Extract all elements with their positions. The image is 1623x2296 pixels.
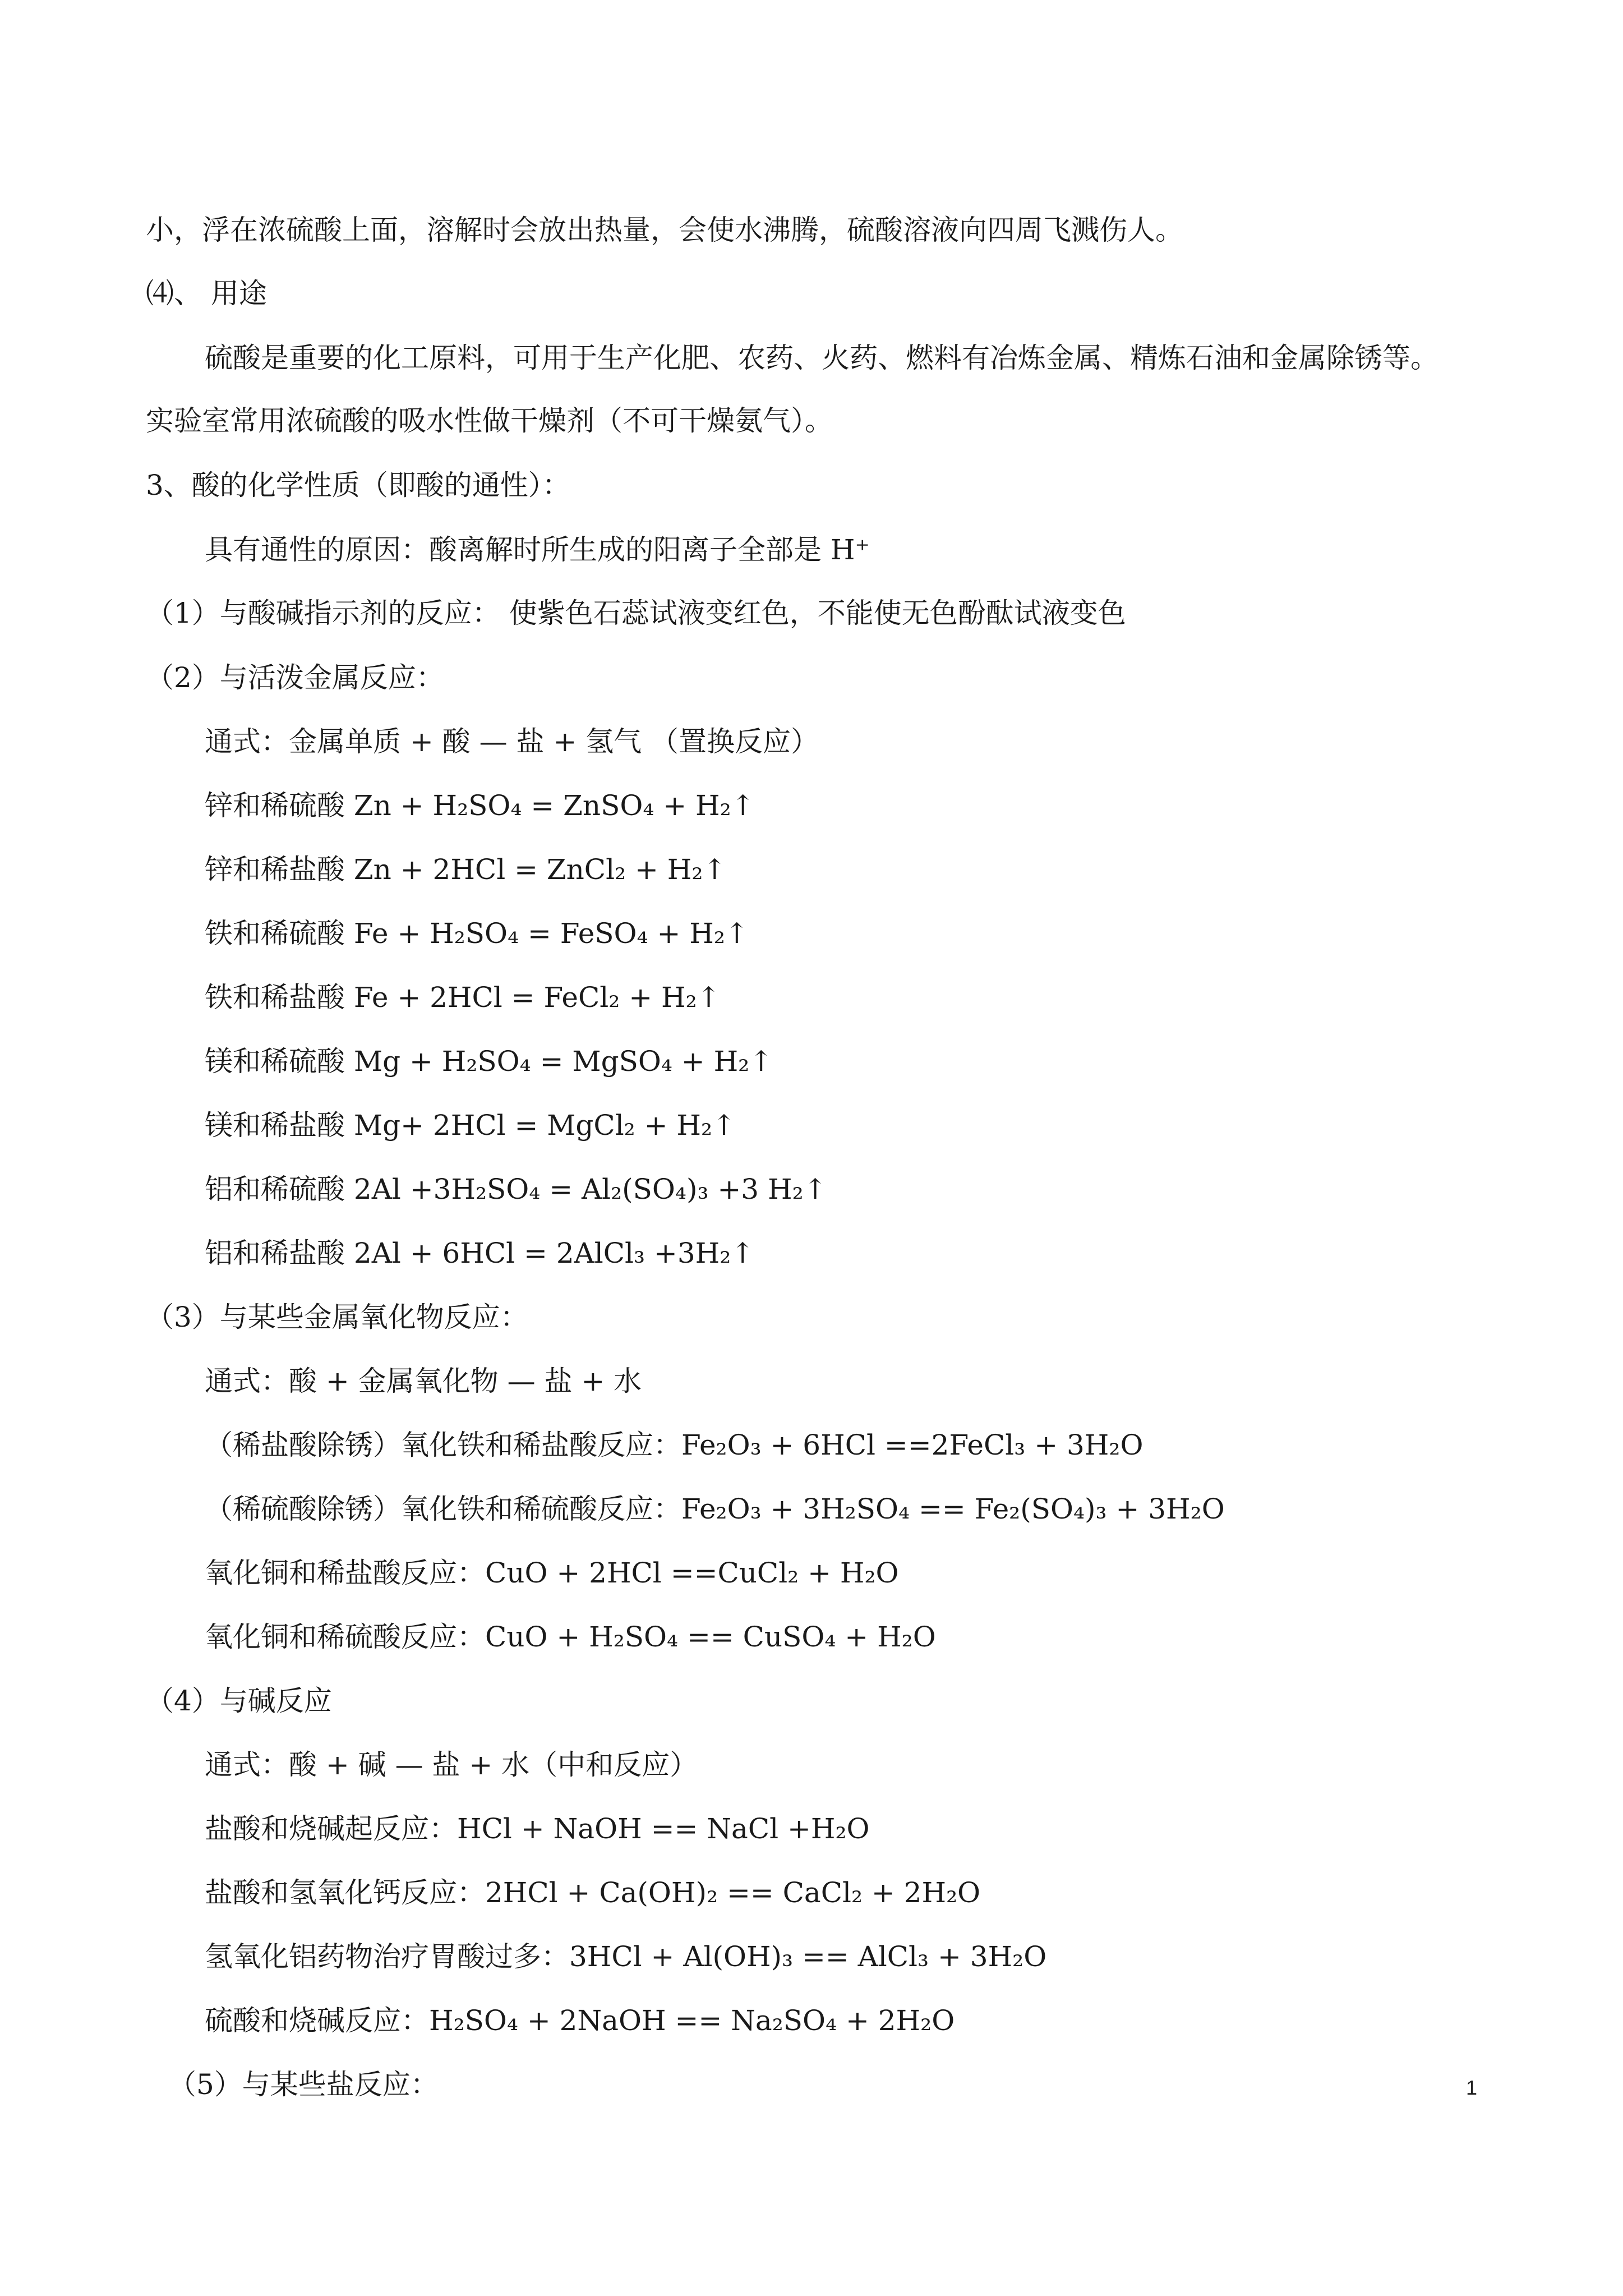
equation-line: 铝和稀盐酸 2Al + 6HCl = 2AlCl₃ +3H₂↑ (205, 1237, 755, 1269)
equation-line: （稀盐酸除锈）氧化铁和稀盐酸反应：Fe₂O₃ + 6HCl ==2FeCl₃ + 3H₂O (205, 1429, 1144, 1461)
general-formula: 通式：金属单质 + 酸 — 盐 + 氢气 （置换反应） (205, 725, 819, 758)
equation-line: 铁和稀盐酸 Fe + 2HCl = FeCl₂ + H₂↑ (205, 981, 721, 1014)
equation-line: 盐酸和烧碱起反应：HCl + NaOH == NaCl +H₂O (205, 1812, 870, 1845)
equation-line: 铁和稀硫酸 Fe + H₂SO₄ = FeSO₄ + H₂↑ (205, 917, 749, 950)
equation-line: 氧化铜和稀硫酸反应：CuO + H₂SO₄ == CuSO₄ + H₂O (205, 1621, 936, 1653)
equation-line: （稀硫酸除锈）氧化铁和稀硫酸反应：Fe₂O₃ + 3H₂SO₄ == Fe₂(SO₄)₃ + 3H₂O (205, 1493, 1225, 1525)
section-heading: 3、酸的化学性质（即酸的通性）： (146, 469, 570, 501)
equation-line: 氧化铜和稀盐酸反应：CuO + 2HCl ==CuCl₂ + H₂O (205, 1557, 899, 1589)
text-line: 具有通性的原因：酸离解时所生成的阳离子全部是 H⁺ (205, 533, 870, 566)
subsection-heading: （4）与碱反应 (146, 1685, 332, 1717)
subsection-heading: （3）与某些金属氧化物反应： (146, 1301, 528, 1333)
equation-line: 锌和稀硫酸 Zn + H₂SO₄ = ZnSO₄ + H₂↑ (205, 789, 755, 822)
equation-line: 盐酸和氢氧化钙反应：2HCl + Ca(OH)₂ == CaCl₂ + 2H₂O (205, 1876, 981, 1909)
text-line: 硫酸是重要的化工原料，可用于生产化肥、农药、火药、燃料有冶炼金属、精炼石油和金属除锈等。 (205, 342, 1438, 374)
subsection-heading: （5）与某些盐反应： (168, 2068, 439, 2101)
general-formula: 通式：酸 + 金属氧化物 — 盐 + 水 (205, 1365, 642, 1397)
subsection-heading: （2）与活泼金属反应： (146, 661, 444, 694)
equation-line: 硫酸和烧碱反应：H₂SO₄ + 2NaOH == Na₂SO₄ + 2H₂O (205, 2004, 955, 2037)
text-line: 小，浮在浓硫酸上面，溶解时会放出热量，会使水沸腾，硫酸溶液向四周飞溅伤人。 (146, 214, 1183, 246)
equation-line: 镁和稀盐酸 Mg+ 2HCl = MgCl₂ + H₂↑ (205, 1109, 736, 1142)
equation-line: 氢氧化铝药物治疗胃酸过多：3HCl + Al(OH)₃ == AlCl₃ + 3H₂O (205, 1940, 1047, 1973)
equation-line: 铝和稀硫酸 2Al +3H₂SO₄ = Al₂(SO₄)₃ +3 H₂↑ (205, 1173, 827, 1205)
general-formula: 通式：酸 + 碱 — 盐 + 水（中和反应） (205, 1749, 698, 1781)
equation-line: 镁和稀硫酸 Mg + H₂SO₄ = MgSO₄ + H₂↑ (205, 1045, 773, 1078)
text-line: 实验室常用浓硫酸的吸水性做干燥剂（不可干燥氨气）。 (146, 404, 833, 437)
page-number: 1 (1465, 2076, 1477, 2099)
section-heading: ⑷、 用途 (146, 277, 267, 310)
subsection-heading: （1）与酸碱指示剂的反应： 使紫色石蕊试液变红色，不能使无色酚酞试液变色 (146, 597, 1126, 629)
equation-line: 锌和稀盐酸 Zn + 2HCl = ZnCl₂ + H₂↑ (205, 853, 727, 886)
